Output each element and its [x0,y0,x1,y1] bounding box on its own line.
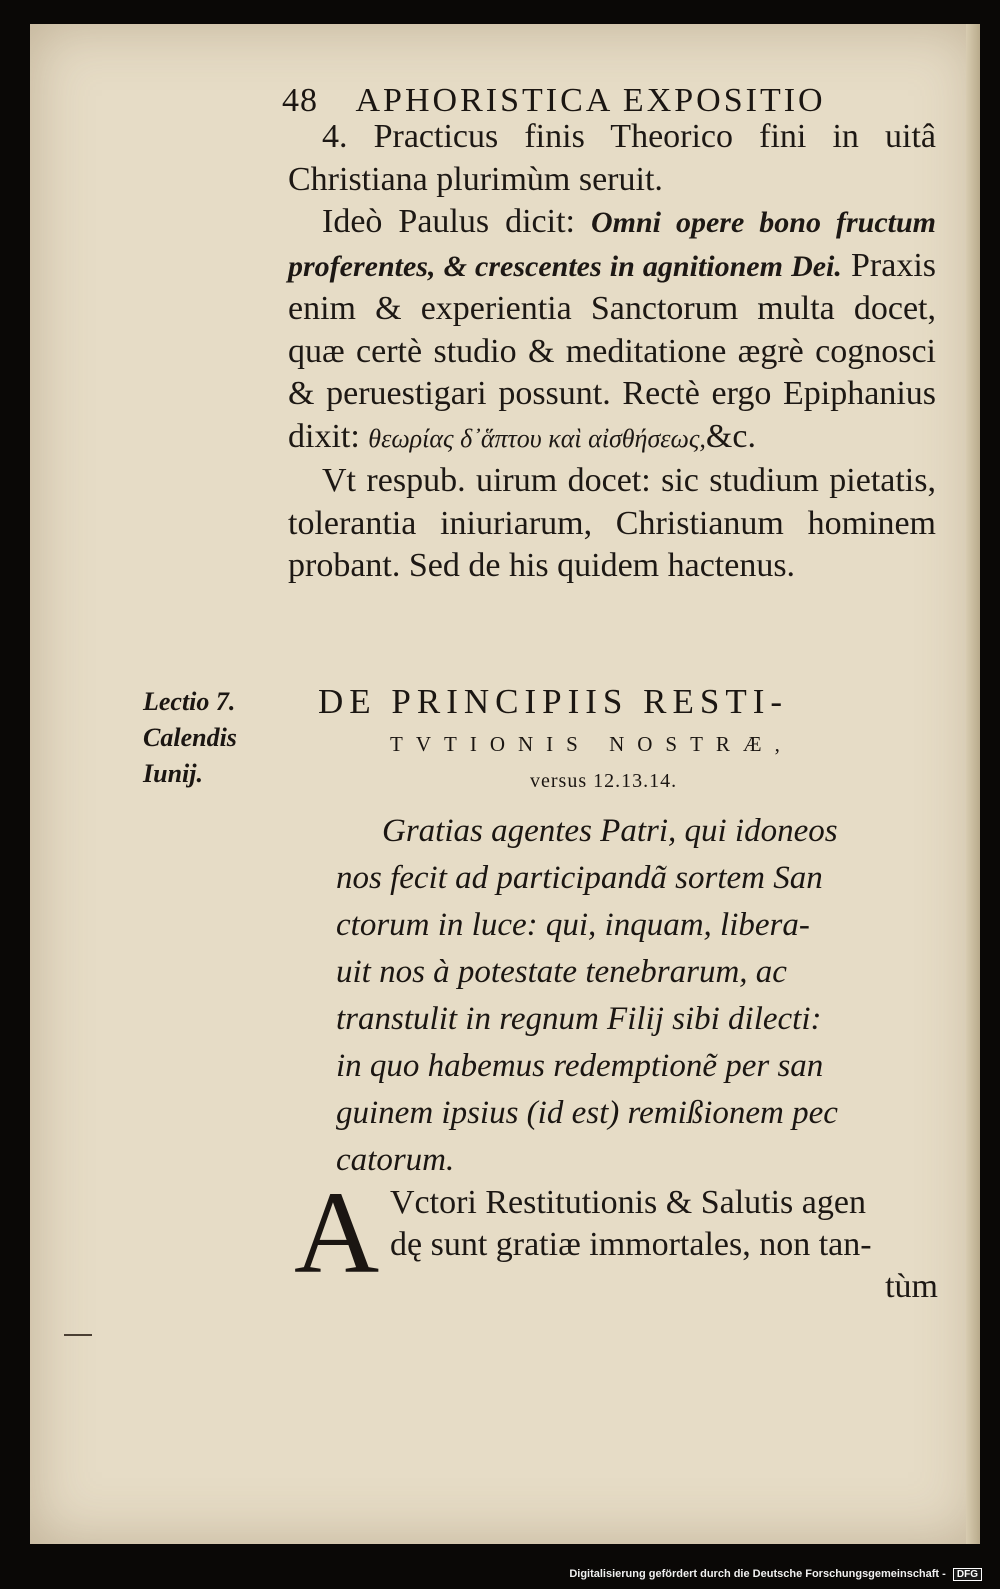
margin-note [143,684,273,792]
margin-note-line-3: Iunij. [143,759,203,788]
verse-line: guinem ipsius (id est) remißionem pec [336,1095,838,1131]
paragraph-3: Vt respub. uirum docet: sic studium pietatis, tolerantia iniuriarum, Christianum hominem probant. Sed de his quidem hactenus. [288,462,936,584]
paragraph-2-rest: Praxis enim & experientia Sanctorum multa docet, quæ certè studio & meditatione ægrè cognosci & peruestigari possunt. Rectè ergo Epiphanius dixit: [288,246,937,455]
paragraph-2-end: &c. [705,417,756,455]
section-heading-line-2: TVTIONIS NOSTRÆ, [390,732,793,756]
verse-line: Gratias agentes Patri, qui idoneos [382,813,838,849]
verse-line: catorum. [336,1142,455,1178]
drop-cap: A [294,1167,380,1298]
verses-reference: versus 12.13.14. [530,770,678,792]
verse-line: nos fecit ad participandã sortem San [336,860,823,896]
verse-line: ctorum in luce: qui, inquam, libera- [336,907,810,943]
paragraph-2 [288,201,936,460]
closing-line: dę sunt gratiæ immortales, non tan- [390,1226,872,1263]
credit-text: Digitalisierung gefördert durch die Deutsche Forschungsgemeinschaft - [569,1568,946,1580]
greek-quote: θεωρίας δ᾽ἅπτου καὶ αἰσθήσεως, [368,423,706,453]
margin-note-line-2: Calendis [143,723,237,752]
running-head: APHORISTICA EXPOSITIO [355,82,826,119]
verse-line: transtulit in regnum Filij sibi dilecti: [336,1001,822,1037]
page-edge [966,24,980,1544]
paragraph-1: 4. Practicus finis Theorico fini in uitâ Christiana plurimùm seruit. [288,118,936,198]
scripture-quote: Omni opere bono fructum proferentes, & crescentes in agnitionem Dei. [288,206,936,283]
digitization-credit [569,1568,982,1581]
dfg-logo: DFG [953,1568,982,1581]
paragraph-2-intro: Ideò Paulus dicit: [322,203,591,240]
page-header [282,82,882,120]
closing-line: Vctori Restitutionis & Salutis agen [390,1184,866,1221]
margin-note-line-1: Lectio 7. [143,687,236,716]
section-heading-line-1: DE PRINCIPIIS RESTI- [318,682,789,721]
page-number: 48 [282,82,318,119]
verse-line: in quo habemus redemptionẽ per san [336,1048,824,1084]
body-text [288,116,936,588]
verse-line: uit nos à potestate tenebrarum, ac [336,954,787,990]
ink-smudge [64,1334,92,1336]
closing-paragraph [390,1182,938,1308]
catchword: tùm [885,1268,938,1305]
scripture-verse [336,808,936,1184]
